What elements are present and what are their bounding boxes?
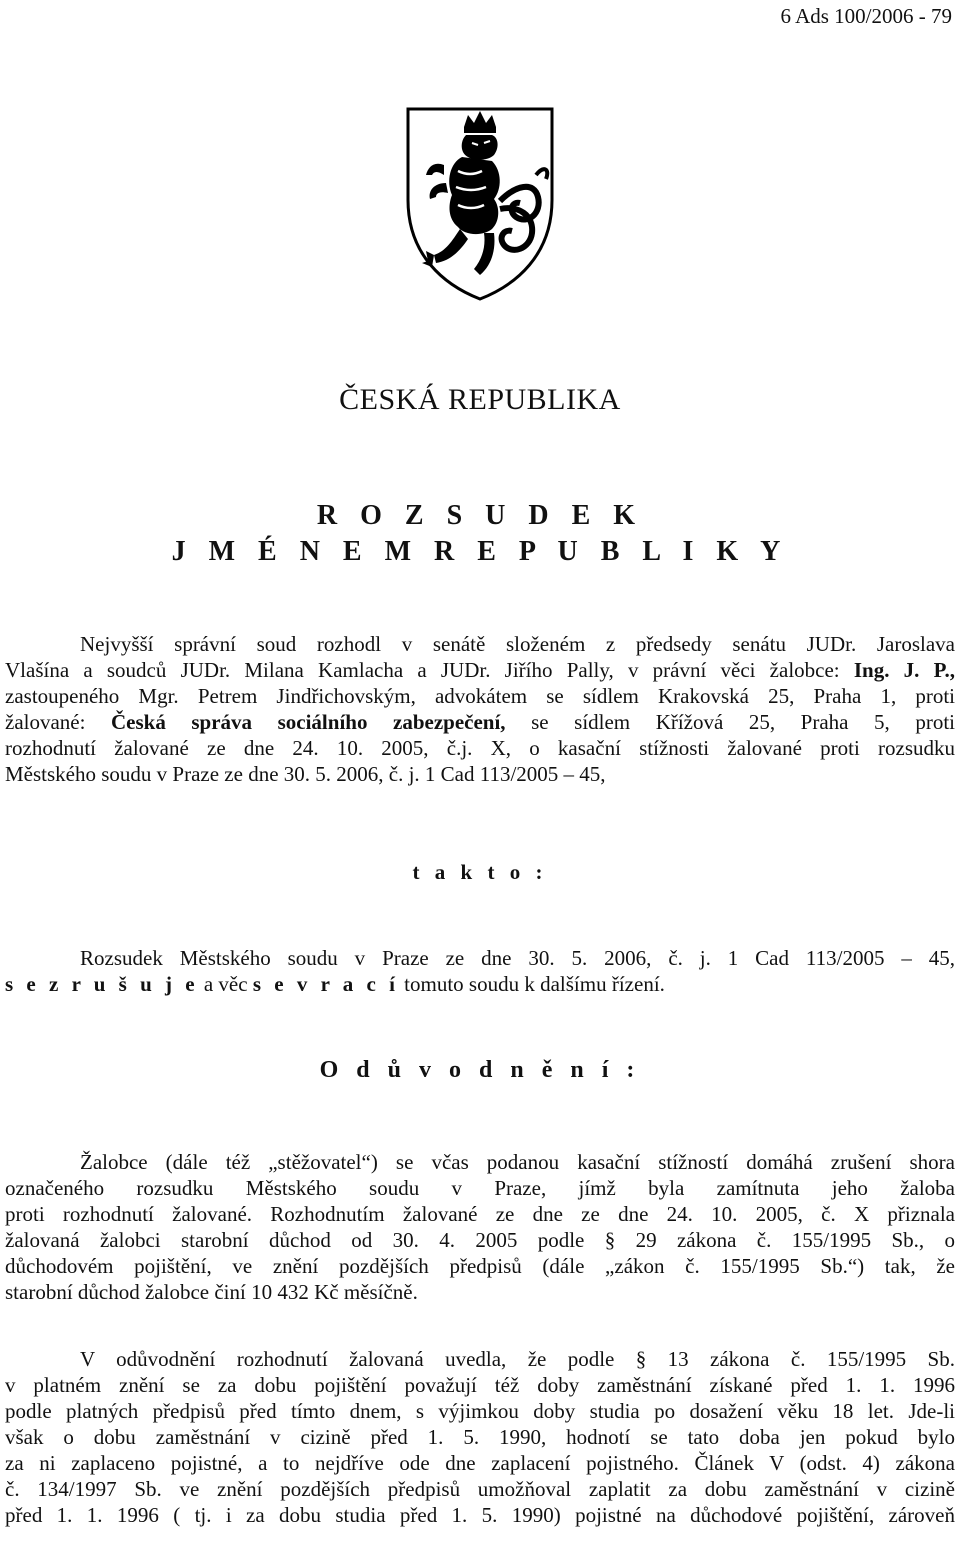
intro-line: zastoupeného Mgr. Petrem Jindřichovským, advokátem se sídlem Krakovská 25, Praha 1, proti [5,684,955,708]
plaintiff-name: Ing. J. P. [853,658,950,682]
defendant-name: Česká správa sociálního zabezpečení, [111,710,506,734]
intro-paragraph [5,631,955,787]
reasoning-paragraph-1 [5,1149,955,1305]
takto-heading: t a k t o : [412,860,548,884]
reasoning-line: však o dobu zaměstnání v cizině před 1. 5. 1990, hodnotí se tato doba jen pokud bylo [5,1425,955,1449]
document-subtitle: J M É N E M R E P U B L I K Y [171,536,789,567]
reasoning-line: v platném znění se za dobu pojištění považují též doby zaměstnání získané před 1. 1. 1996 [5,1373,955,1397]
verdict-line: s e z r u š u j e a věc s e v r a c í tomuto soudu k dalšímu řízení. [5,972,665,996]
reasoning-line: důchodovém pojištění, ve znění pozdějších předpisů (dále „zákon č. 155/1995 Sb.“) tak, že [5,1254,955,1278]
reasoning-line: proti rozhodnutí žalované. Rozhodnutím žalované ze dne ze dne 24. 10. 2005, č. X přiznala [5,1202,955,1226]
reasoning-line: č. 134/1997 Sb. ve znění pozdějších předpisů umožňoval zaplatit za dobu zaměstnání v cizině [5,1477,955,1501]
intro-line: Nejvyšší správní soud rozhodl v senátě složeném z předsedy senátu JUDr. Jaroslava [80,632,955,656]
intro-line: žalované: Česká správa sociálního zabezpečení, se sídlem Křížová 25, Praha 5, proti [5,710,955,734]
reasoning-line: žalovaná žalobci starobní důchod od 30. 4. 2005 podle § 29 zákona č. 155/1995 Sb., o [5,1228,955,1252]
reasoning-line: označeného rozsudku Městského soudu v Praze, jímž byla zamítnuta jeho žaloba [5,1176,955,1200]
reasoning-paragraph-2 [5,1346,955,1528]
country-name: ČESKÁ REPUBLIKA [339,383,621,416]
intro-line: rozhodnutí žalované ze dne 24. 10. 2005, č.j. X, o kasační stížnosti žalované proti rozsudku [5,736,955,760]
intro-line: Městského soudu v Praze ze dne 30. 5. 2006, č. j. 1 Cad 113/2005 – 45, [5,762,606,786]
reasoning-line: podle platných předpisů před tímto dnem, s výjimkou doby studia po dosažení věku 18 let. Jde-li [5,1399,955,1423]
reasoning-line: za ni zaplaceno pojistné, a to nejdříve ode dne zaplacení pojistného. Článek V (odst. 4) zákona [5,1451,955,1475]
reasoning-line: Žalobce (dále též „stěžovatel“) se včas podanou kasační stížností domáhá zrušení shora [80,1150,955,1174]
reasoning-heading: O d ů v o d n ě n í : [319,1057,641,1083]
document-title: R O Z S U D E K [316,500,644,531]
case-number: 6 Ads 100/2006 - 79 [780,4,952,28]
verdict-paragraph [5,945,955,997]
czech-coat-of-arms-lion-icon [404,105,556,303]
reasoning-line: před 1. 1. 1996 ( tj. i za dobu studia před 1. 5. 1990) pojistné na důchodové pojištění, zároveň [5,1503,955,1527]
verdict-line: Rozsudek Městského soudu v Praze ze dne 30. 5. 2006, č. j. 1 Cad 113/2005 – 45, [80,946,955,970]
intro-line: Vlašína a soudců JUDr. Milana Kamlacha a JUDr. Jiřího Pally, v právní věci žalobce: Ing. J. P., [5,658,955,682]
reasoning-line: starobní důchod žalobce činí 10 432 Kč měsíčně. [5,1280,418,1304]
reasoning-line: V odůvodnění rozhodnutí žalovaná uvedla, že podle § 13 zákona č. 155/1995 Sb. [80,1347,955,1371]
